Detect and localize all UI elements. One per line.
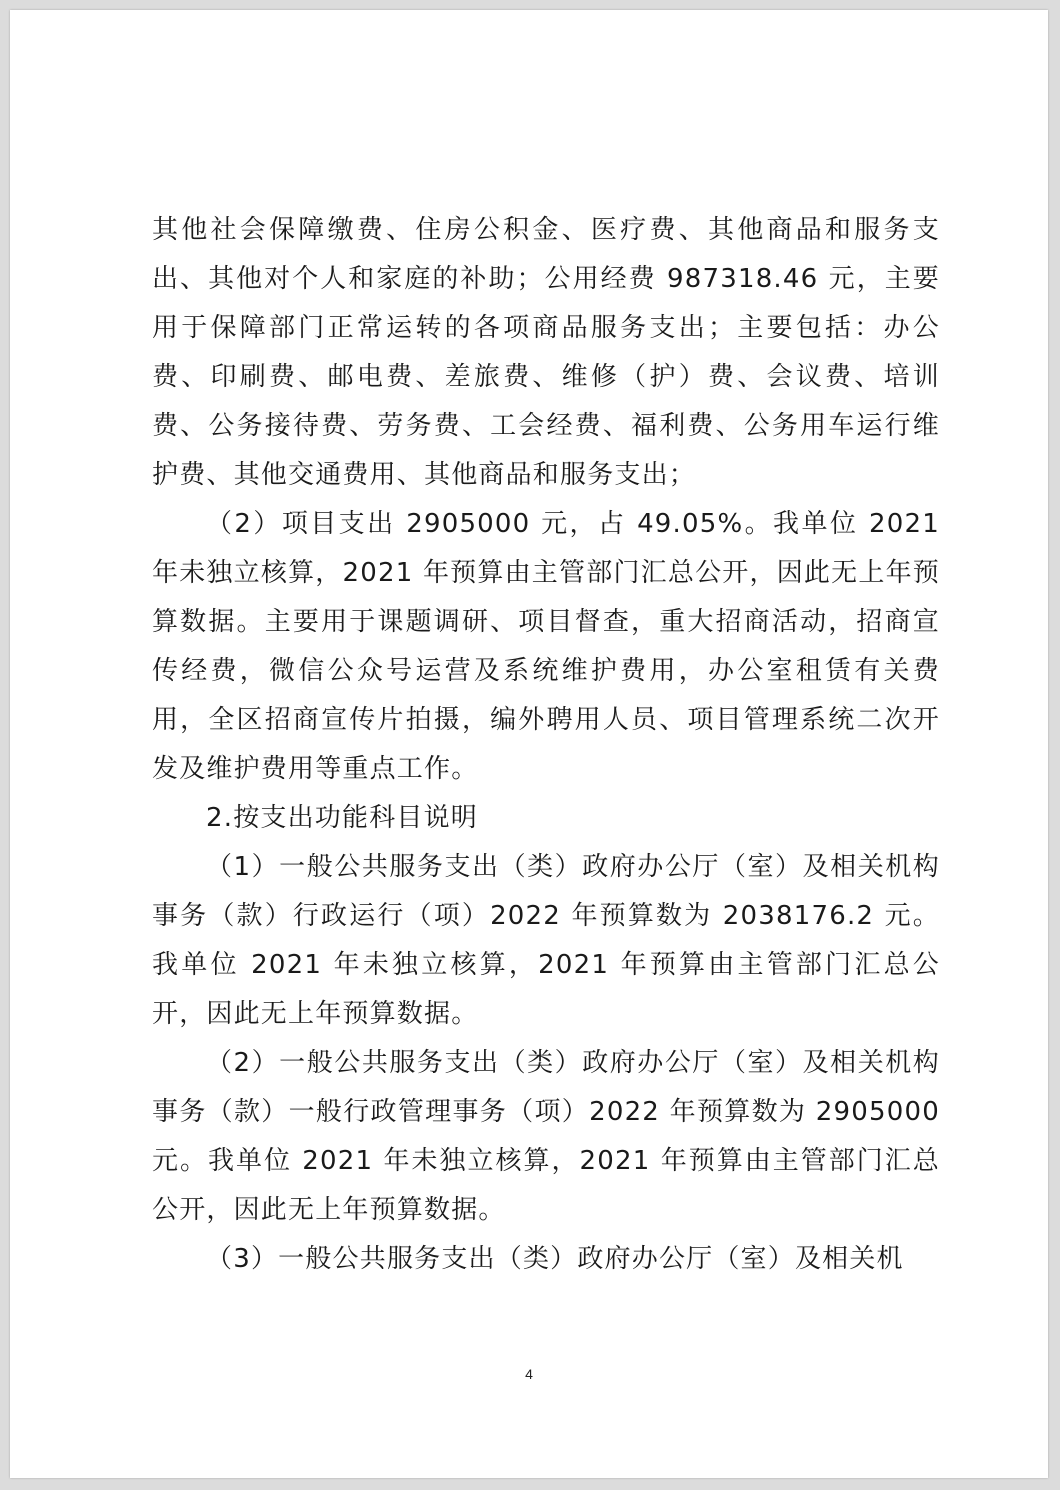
paragraph-item-3: （3）一般公共服务支出（类）政府办公厅（室）及相关机 bbox=[206, 1244, 904, 1274]
document-body bbox=[152, 206, 940, 1284]
page-number: 4 bbox=[525, 1366, 533, 1382]
paragraph-continuation: 其他社会保障缴费、住房公积金、医疗费、其他商品和服务支出、其他对个人和家庭的补助；公用经费 987318.46 元，主要用于保障部门正常运转的各项商品服务支出；主要包括：办公费、印刷费、邮电费、差旅费、维修（护）费、会议费、培训费、公务接待费、劳务费、工会经费、福利费、公务用车运行维护费、其他交通费用、其他商品和服务支出； bbox=[152, 215, 940, 490]
section-heading-functional-subjects: 2.按支出功能科目说明 bbox=[206, 803, 479, 833]
paragraph-item-2: （2）一般公共服务支出（类）政府办公厅（室）及相关机构事务（款）一般行政管理事务（项）2022 年预算数为 2905000 元。我单位 2021 年未独立核算，2021 年预算由主管部门汇总公开，因此无上年预算数据。 bbox=[152, 1048, 940, 1225]
document-page bbox=[10, 10, 1048, 1478]
paragraph-project-expenditure: （2）项目支出 2905000 元，占 49.05%。我单位 2021 年未独立核算，2021 年预算由主管部门汇总公开，因此无上年预算数据。主要用于课题调研、项目督查，重大招商活动，招商宣传经费，微信公众号运营及系统维护费用，办公室租赁有关费用，全区招商宣传片拍摄，编外聘用人员、项目管理系统二次开发及维护费用等重点工作。 bbox=[152, 509, 940, 784]
paragraph-item-1: （1）一般公共服务支出（类）政府办公厅（室）及相关机构事务（款）行政运行（项）2022 年预算数为 2038176.2 元。我单位 2021 年未独立核算，2021 年预算由主管部门汇总公开，因此无上年预算数据。 bbox=[152, 852, 940, 1029]
